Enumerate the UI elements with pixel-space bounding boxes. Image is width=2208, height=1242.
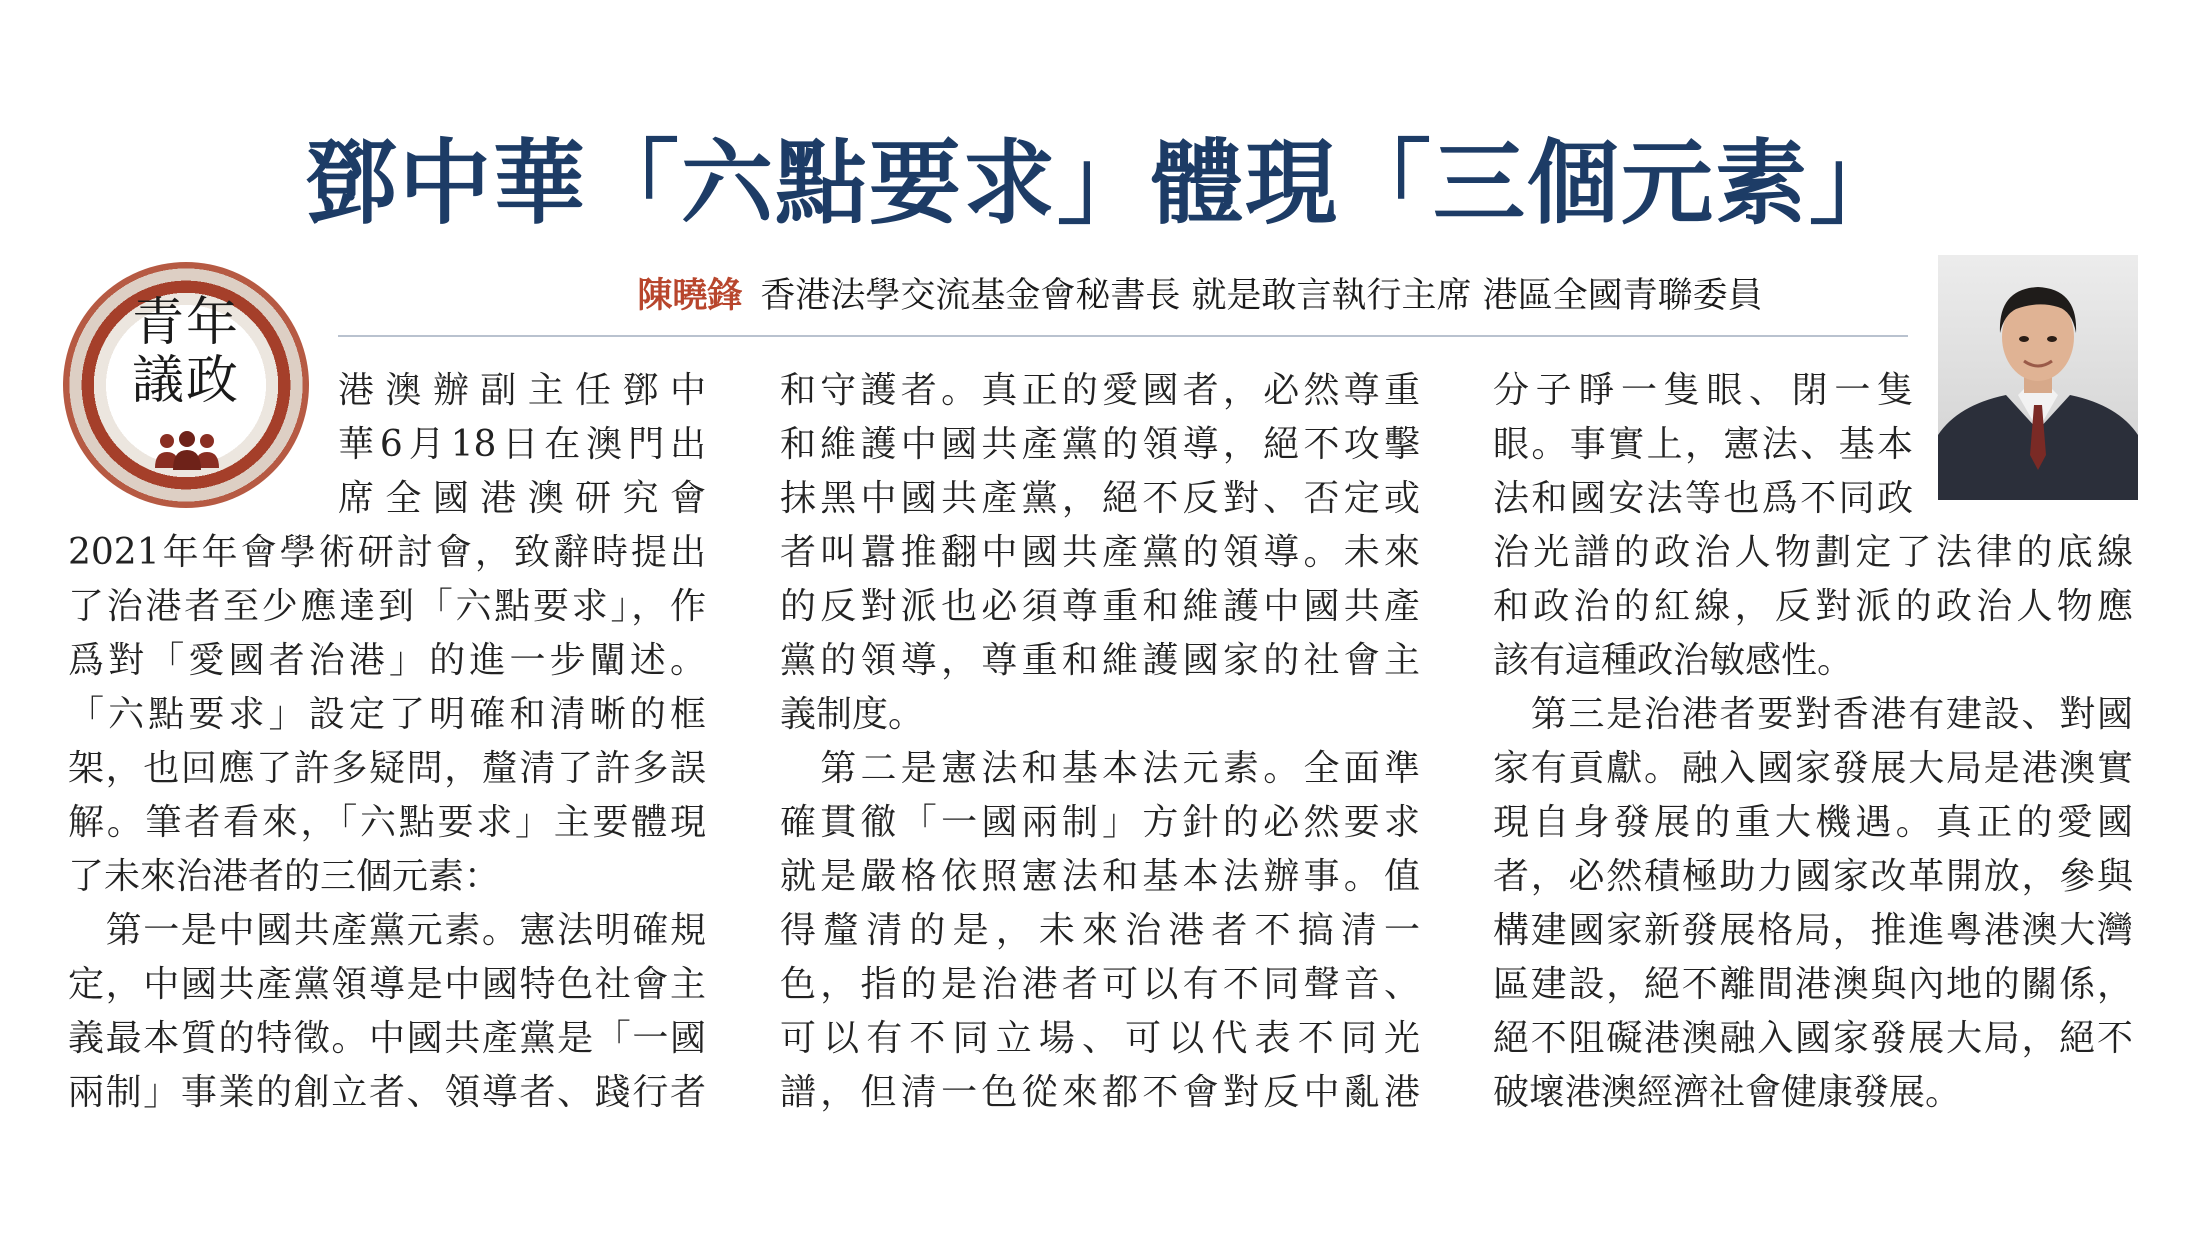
column-line: 分子睜一隻眼、閉一隻	[1493, 370, 1913, 411]
column-line: 現自身發展的重大機遇。真正的愛國	[1493, 802, 2133, 843]
article-column-1	[68, 364, 706, 1120]
column-line: 和維護中國共產黨的領導，絕不攻擊	[780, 424, 1420, 465]
column-line: 的反對派也必須尊重和維護中國共產	[780, 586, 1420, 627]
column-line: 了未來治港者的三個元素：	[68, 856, 501, 897]
author-name: 陳曉鋒	[637, 276, 743, 316]
column-line: 破壞港澳經濟社會健康發展。	[1493, 1072, 1962, 1113]
column-line: 架，也回應了許多疑問，釐清了許多誤	[68, 748, 706, 789]
column-badge-line2: 議政	[131, 351, 240, 411]
column-line: 兩制」事業的創立者、領導者、踐行者	[68, 1072, 706, 1113]
column-line: 義最本質的特徵。中國共產黨是「一國	[68, 1018, 706, 1059]
column-line: 構建國家新發展格局，推進粵港澳大灣	[1493, 910, 2133, 951]
column-line: 絕不阻礙港澳融入國家發展大局，絕不	[1493, 1018, 2133, 1059]
column-line: 黨的領導，尊重和維護國家的社會主	[780, 640, 1420, 681]
column-line: 港澳辦副主任鄧中	[338, 370, 706, 411]
column-line: 家有貢獻。融入國家發展大局是港澳實	[1493, 748, 2133, 789]
column-line: 「六點要求」設定了明確和清晰的框	[68, 694, 706, 735]
column-line: 該有這種政治敏感性。	[1493, 640, 1854, 681]
column-line: 法和國安法等也爲不同政	[1493, 478, 1913, 519]
column-line: 可以有不同立場、可以代表不同光	[780, 1018, 1420, 1059]
column-line: 確貫徹「一國兩制」方針的必然要求	[780, 802, 1420, 843]
byline-rule	[338, 335, 1908, 337]
column-line: 區建設，絕不離間港澳與內地的關係，	[1493, 964, 2133, 1005]
column-line: 就是嚴格依照憲法和基本法辦事。值	[780, 856, 1420, 897]
column-line: 2021年年會學術研討會，致辭時提出	[68, 532, 706, 573]
article-column-2	[780, 364, 1420, 1120]
column-line: 得釐清的是，未來治港者不搞清一	[780, 910, 1420, 951]
column-line: 解。筆者看來，「六點要求」主要體現	[68, 802, 706, 843]
column-line: 治光譜的政治人物劃定了法律的底線	[1493, 532, 2133, 573]
column-line: 譜，但清一色從來都不會對反中亂港	[780, 1072, 1420, 1113]
column-line: 第三是治港者要對香港有建設、對國	[1493, 694, 2133, 735]
column-line: 和守護者。真正的愛國者，必然尊重	[780, 370, 1420, 411]
column-line: 和政治的紅線，反對派的政治人物應	[1493, 586, 2133, 627]
column-line: 色，指的是治港者可以有不同聲音、	[780, 964, 1420, 1005]
column-line: 抹黑中國共產黨，絕不反對、否定或	[780, 478, 1420, 519]
column-badge-line1: 青年	[131, 293, 240, 353]
author-roles: 香港法學交流基金會秘書長 就是敢言執行主席 港區全國青聯委員	[760, 276, 1763, 316]
column-line: 第二是憲法和基本法元素。全面準	[780, 748, 1420, 789]
headline: 鄧中華「六點要求」體現「三個元素」	[304, 130, 1903, 237]
column-line: 第一是中國共產黨元素。憲法明確規	[68, 910, 706, 951]
article-column-3	[1493, 364, 2133, 1120]
column-line: 定，中國共產黨領導是中國特色社會主	[68, 964, 706, 1005]
column-line: 者，必然積極助力國家改革開放，參與	[1493, 856, 2133, 897]
column-line: 華6月18日在澳門出	[338, 424, 706, 465]
column-line: 眼。事實上，憲法、基本	[1493, 424, 1913, 465]
column-line: 者叫囂推翻中國共產黨的領導。未來	[780, 532, 1420, 573]
byline	[500, 274, 1900, 318]
column-line: 爲對「愛國者治港」的進一步闡述。	[68, 640, 706, 681]
column-line: 席全國港澳研究會	[338, 478, 706, 519]
column-line: 義制度。	[780, 694, 925, 735]
column-line: 了治港者至少應達到「六點要求」，作	[68, 586, 706, 627]
